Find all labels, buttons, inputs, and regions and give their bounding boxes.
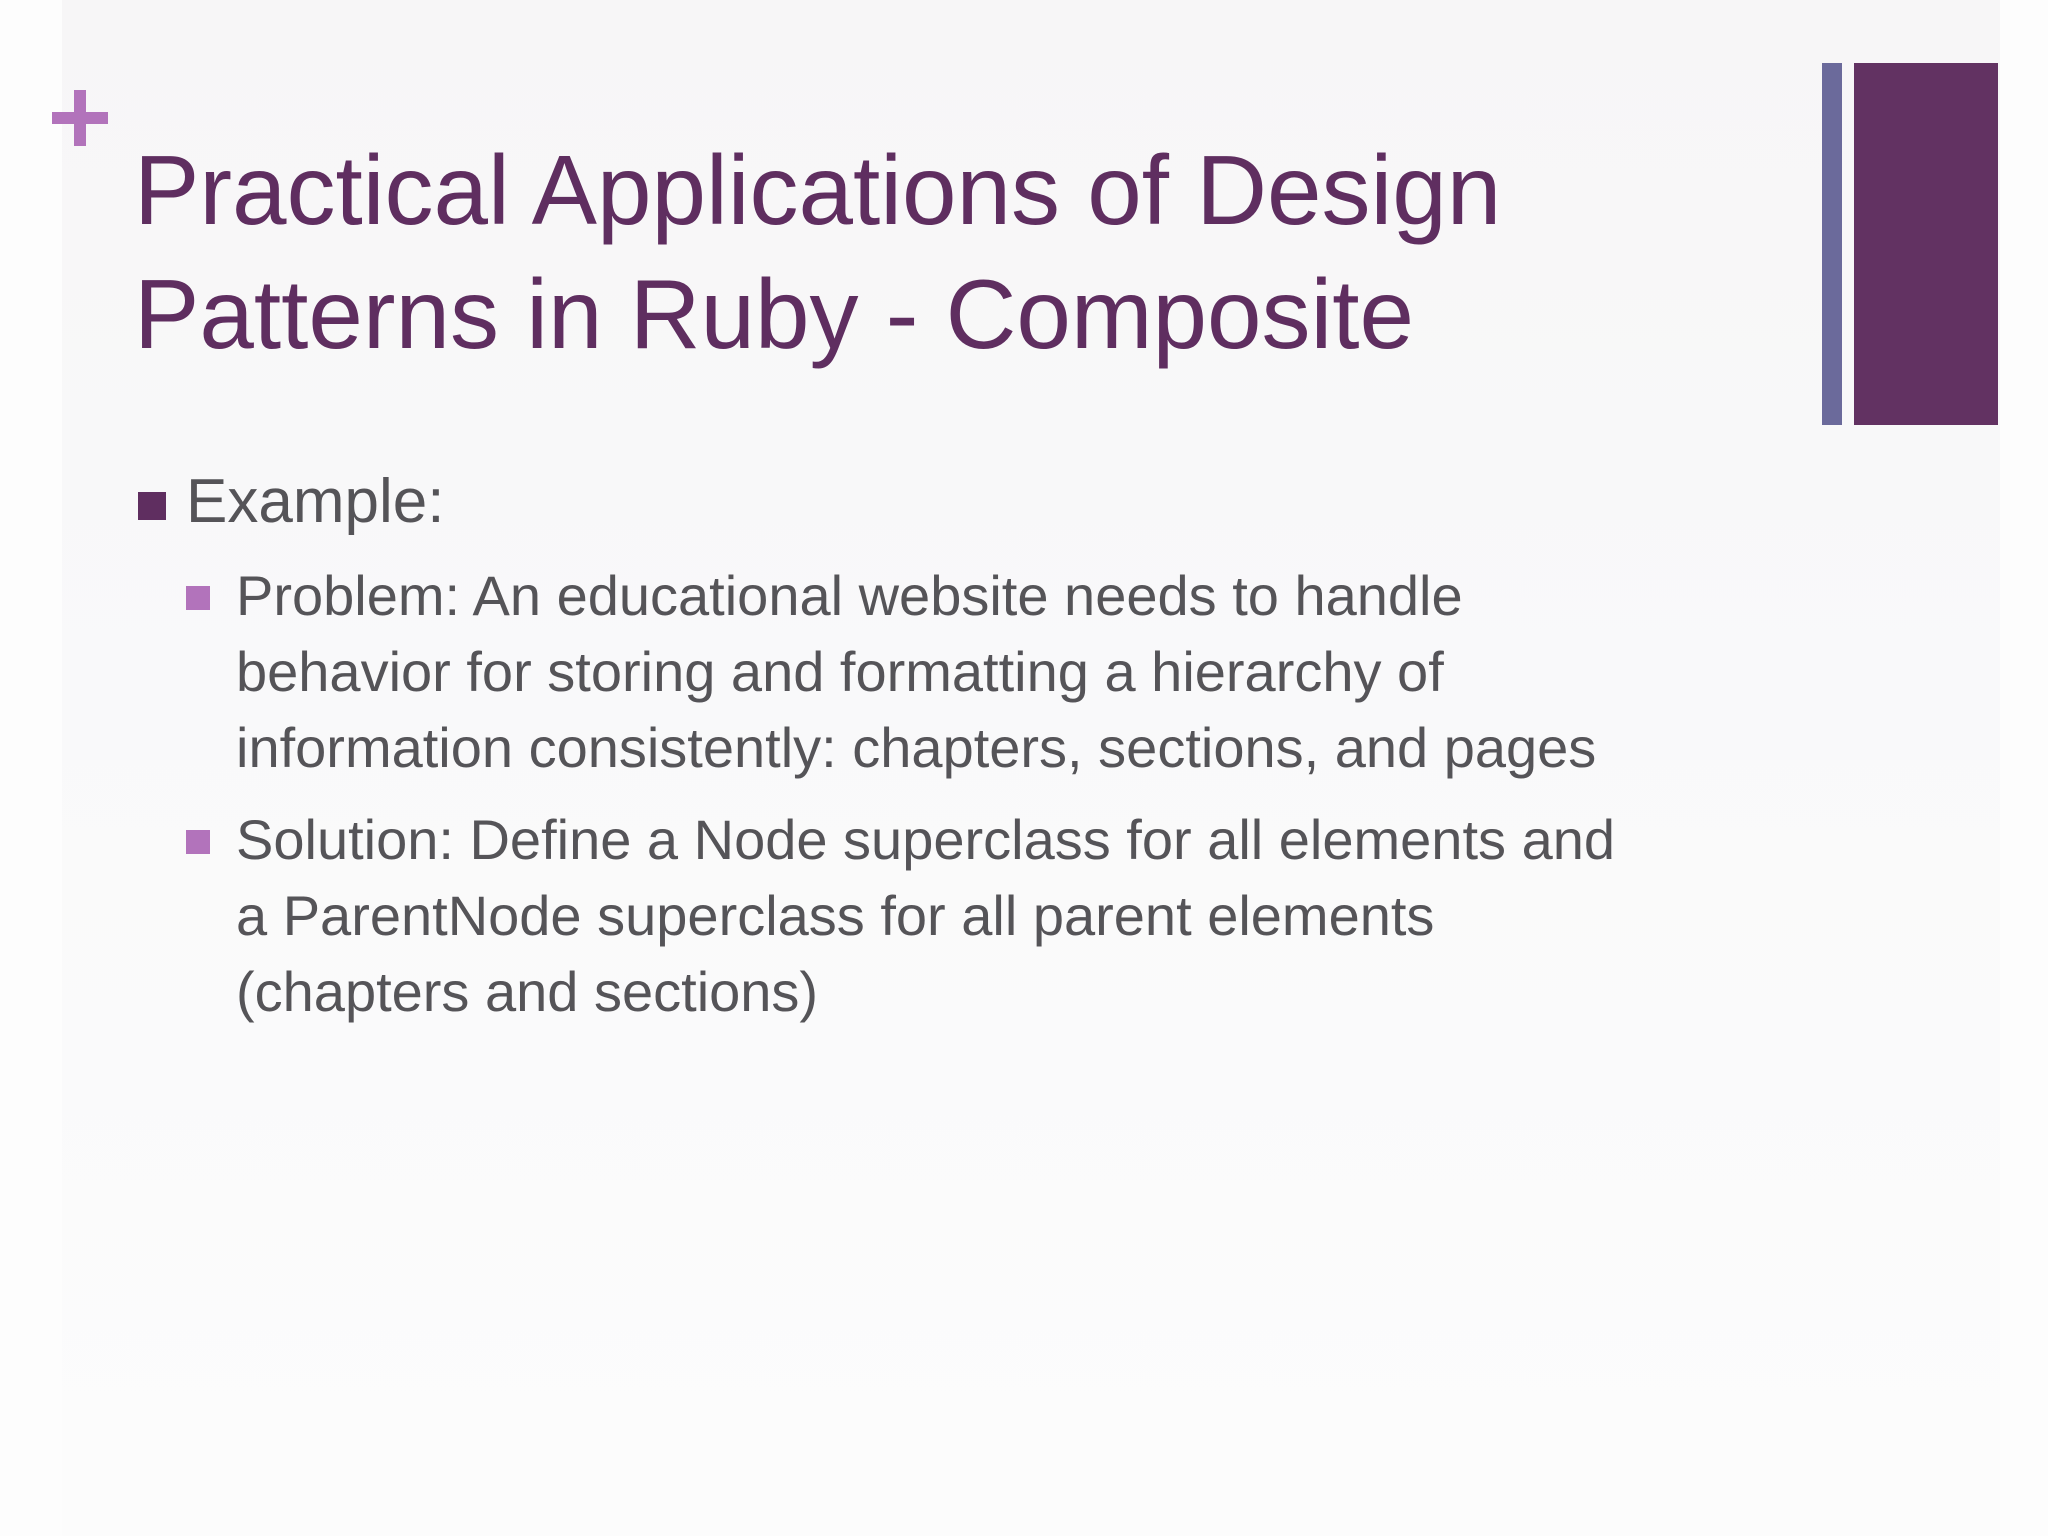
slide-title-line: Practical Applications of Design — [134, 135, 1502, 245]
bullet-example — [134, 462, 1834, 542]
plus-icon-vertical-stroke — [74, 90, 86, 146]
plus-icon — [52, 90, 108, 146]
sub-bullet-problem — [186, 558, 1834, 786]
square-bullet-icon — [186, 586, 210, 610]
square-bullet-icon — [186, 830, 210, 854]
accent-bar-thin — [1822, 63, 1842, 425]
sub-bullet-line: a ParentNode superclass for all parent elements — [236, 884, 1435, 947]
slide-title — [134, 128, 1774, 376]
sub-bullet-solution — [186, 802, 1834, 1030]
sub-bullet-line: Solution: Define a Node superclass for all elements and — [236, 808, 1615, 871]
sub-bullet-line: behavior for storing and formatting a hierarchy of — [236, 640, 1444, 703]
accent-bar-wide — [1854, 63, 1998, 425]
bullet-list — [134, 462, 1834, 1030]
sub-bullet-line: Problem: An educational website needs to handle — [236, 564, 1463, 627]
sub-bullet-line: (chapters and sections) — [236, 960, 819, 1023]
sub-bullet-line: information consistently: chapters, sections, and pages — [236, 716, 1597, 779]
slide-title-line: Patterns in Ruby - Composite — [134, 259, 1414, 369]
square-bullet-icon — [138, 492, 166, 520]
bullet-text: Example: — [186, 467, 445, 536]
